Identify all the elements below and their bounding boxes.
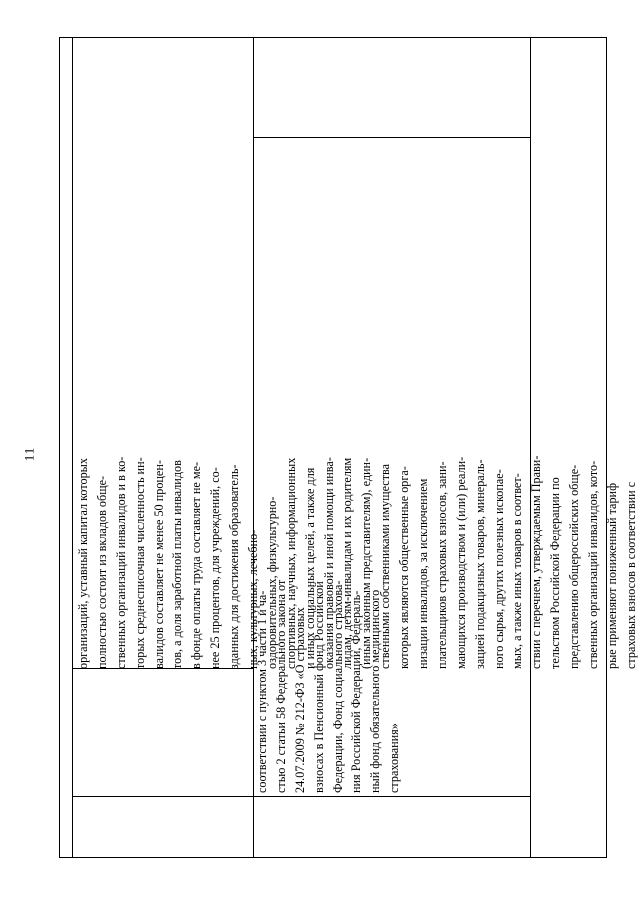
- text-line: соответствии с пунктом 3 части 1 и ча-: [255, 590, 269, 793]
- row-divider-col3: [253, 796, 531, 797]
- text-line: стью 2 статьи 58 Федерального закона от: [273, 579, 288, 793]
- text-line: ный фонд обязательного медицинского: [368, 589, 383, 793]
- page-number: 11: [21, 446, 37, 462]
- text-line: ственных организаций инвалидов и в ко-: [113, 456, 128, 669]
- text-line: Федерации, Фонд социального страхова-: [330, 580, 345, 793]
- text-line: организаций, уставный капитал которых: [76, 458, 90, 669]
- text-line: и иных социальных целей, а также для: [302, 467, 317, 669]
- text-line: тов, а доля заработной платы инвалидов: [170, 460, 185, 669]
- text-line: (иным законным представителям), един-: [359, 457, 374, 669]
- text-line: ственных организаций инвалидов, кото-: [586, 460, 601, 669]
- text-line: страховых взносов в соответствии с: [623, 481, 638, 669]
- text-line: полностью состоит из вкладов обще-: [94, 475, 109, 669]
- column-divider-3: [530, 38, 531, 857]
- text-line: нее 25 процентов, для учреждений, со-: [208, 467, 223, 669]
- row-divider-col2-lower: [72, 796, 254, 797]
- text-line: зацией подакцизных товаров, минераль-: [472, 459, 487, 669]
- text-line: страхования»: [387, 723, 402, 793]
- column-divider-1: [72, 38, 73, 857]
- text-line: лидам, детям-инвалидам и их родителям: [340, 457, 355, 669]
- text-line: плательщиков страховых взносов, зани-: [434, 461, 449, 669]
- text-line: рые применяют пониженный тариф: [604, 483, 619, 669]
- text-line: торых среднесписочная численность ин-: [132, 457, 147, 669]
- text-line: оказания правовой и иной помощи инва-: [321, 457, 336, 669]
- text-line: ного сырья, других полезных ископае-: [491, 469, 506, 669]
- text-line: которых являются общественные орга-: [397, 466, 412, 669]
- text-line: низации инвалидов, за исключением: [416, 478, 431, 669]
- text-line: взносах в Пенсионный фонд Российской: [311, 581, 326, 793]
- text-line: зданных для достижения образователь-: [227, 464, 242, 669]
- text-line: валидов составляет не менее 50 процен-: [151, 460, 166, 669]
- text-line: ствии с перечнем, утверждаемым Прави-: [529, 455, 544, 669]
- column-3-text: [253, 580, 404, 793]
- text-line: ных, культурных, лечебно-: [246, 529, 261, 669]
- text-line: мающихся производством и (или) реали-: [453, 456, 468, 669]
- document-table: [59, 37, 638, 858]
- text-line: спортивных, научных, информационных: [283, 457, 298, 669]
- text-line: 24.07.2009 № 212-ФЗ «О страховых: [292, 607, 307, 793]
- text-line: тельством Российской Федерации по: [548, 477, 563, 669]
- text-line: мых, а также иных товаров в соответ-: [510, 473, 525, 669]
- text-line: ния Российской Федерации, Федераль-: [349, 590, 364, 793]
- text-line: оздоровительных, физкультурно-: [264, 496, 279, 669]
- text-line: ственными собственниками имущества: [378, 463, 393, 669]
- row-divider-col3-top: [253, 137, 531, 138]
- text-line: в фонде оплаты труда составляет не ме-: [189, 461, 204, 669]
- text-line: представлению общероссийских обще-: [567, 464, 582, 669]
